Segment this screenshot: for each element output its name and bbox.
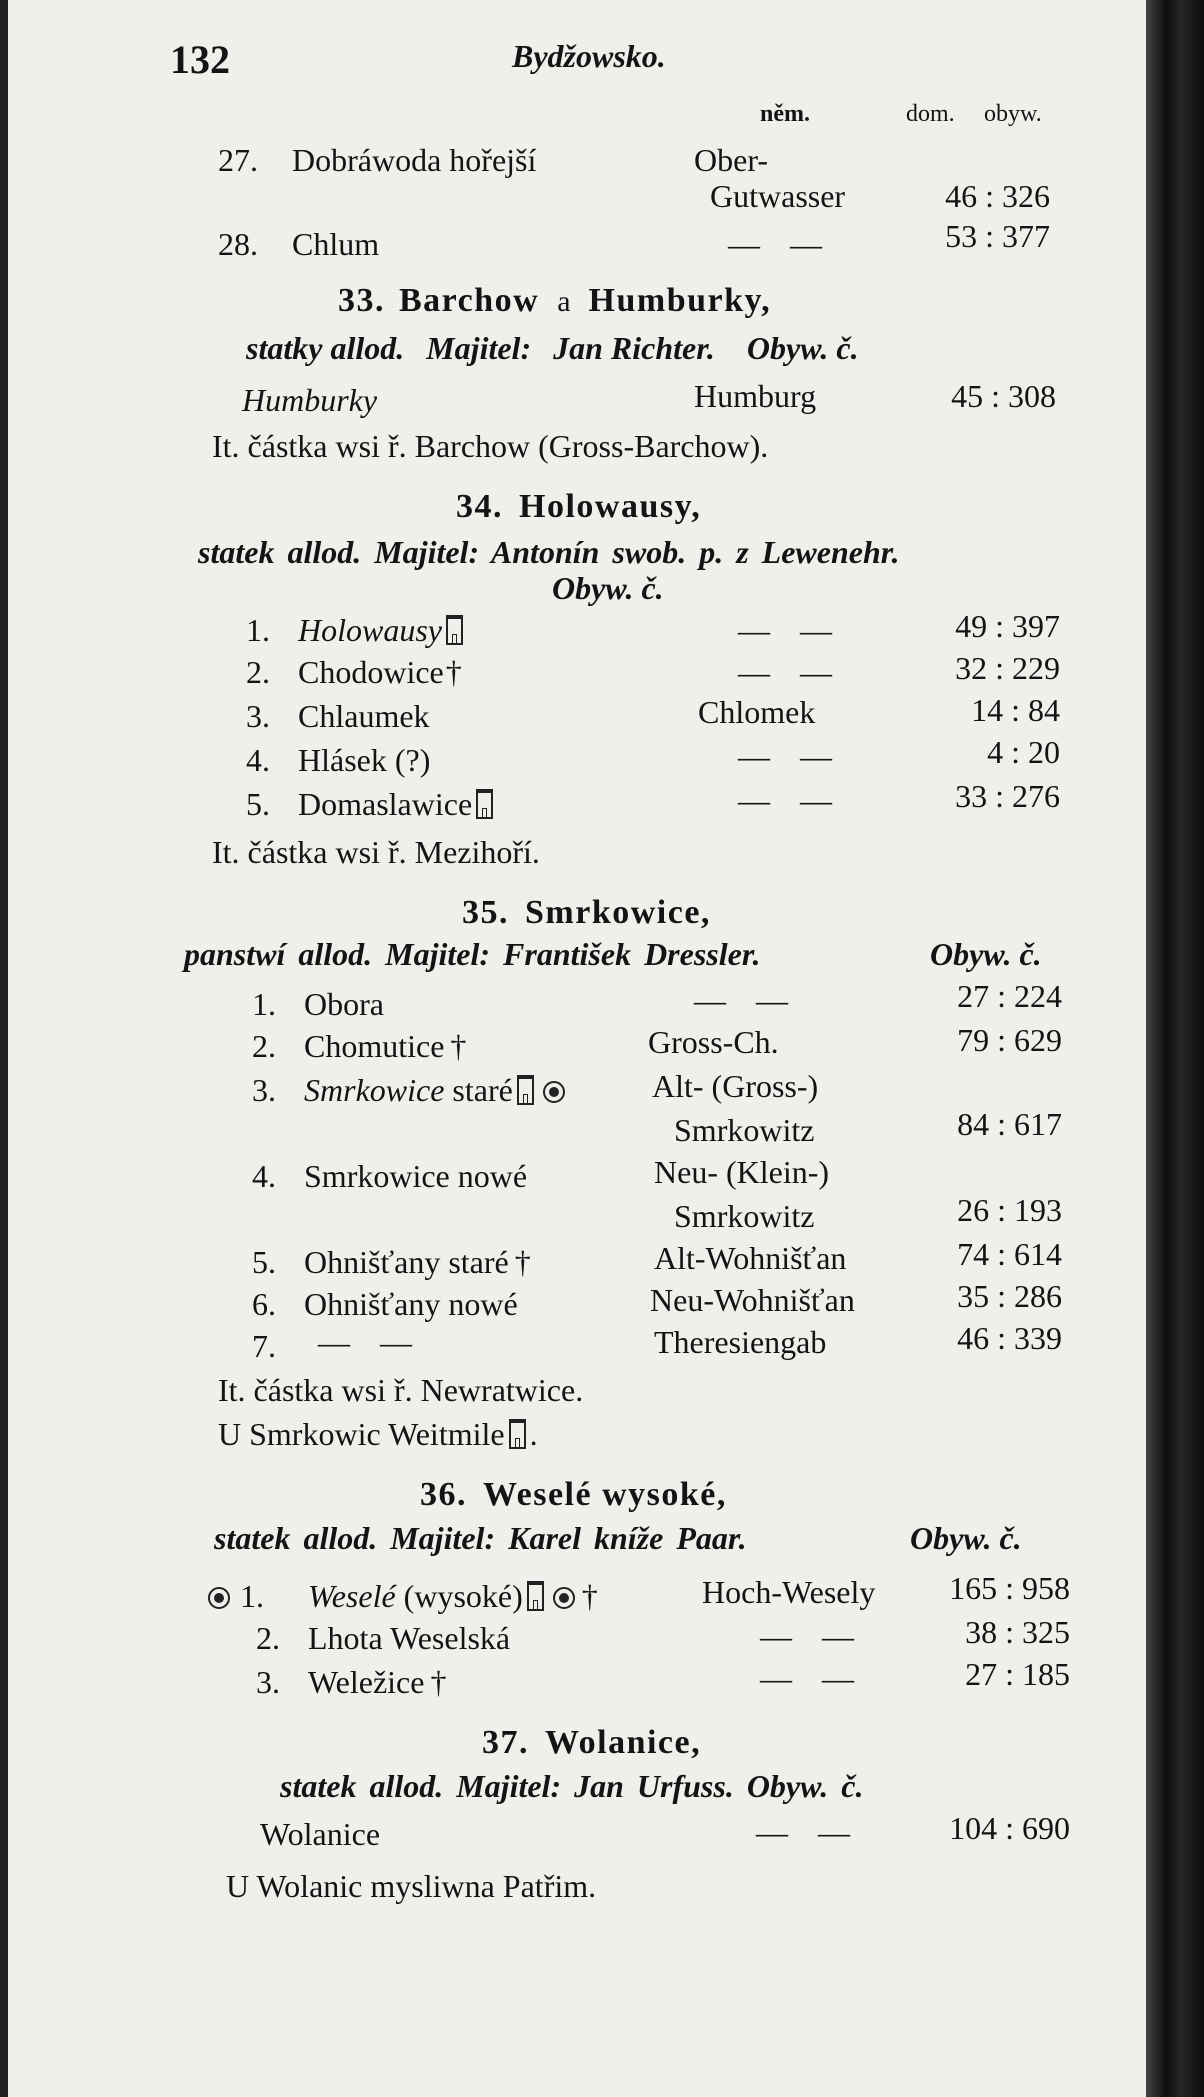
village-name: Holowausy: [298, 614, 467, 646]
german-name: Theresiengab: [654, 1324, 827, 1360]
population-value: 38 : 325: [965, 1614, 1070, 1650]
cross-church-icon: †: [450, 1028, 467, 1064]
population-value: 84 : 617: [957, 1106, 1062, 1142]
entry-number: 1.: [246, 612, 270, 648]
village-name: Chlum: [292, 226, 380, 262]
village-name: Hlásek (?): [298, 742, 431, 778]
page-gutter: [0, 0, 8, 2097]
village-name: Humburky: [242, 382, 378, 418]
population-value: 4 : 20: [987, 734, 1060, 770]
book-page: [8, 0, 1146, 2097]
village-name: Wolanice: [260, 1816, 381, 1852]
section-heading: 36. Weselé wysoké,: [420, 1476, 727, 1513]
parish-church-icon: [553, 1587, 575, 1609]
population-value: 46 : 326: [945, 178, 1050, 214]
population-value: 32 : 229: [955, 650, 1060, 686]
german-name: Neu- (Klein-): [654, 1154, 830, 1190]
entry-number: 4.: [252, 1158, 276, 1194]
village-name: Lhota Weselská: [308, 1620, 511, 1656]
german-name-dash: — —: [738, 654, 832, 690]
section-subtitle-right: Obyw. č.: [930, 936, 1042, 972]
population-value: 79 : 629: [957, 1022, 1062, 1058]
cross-church-icon: †: [445, 654, 462, 690]
population-value: 27 : 185: [965, 1656, 1070, 1692]
village-name: Smrkowice nowé: [304, 1158, 528, 1194]
german-name: Smrkowitz: [674, 1198, 815, 1234]
village-name: Weselé (wysoké) †: [308, 1578, 598, 1614]
population-value: 104 : 690: [949, 1810, 1070, 1846]
parish-church-icon: [543, 1081, 565, 1103]
population-value: 26 : 193: [957, 1192, 1062, 1228]
cross-church-icon: †: [581, 1578, 598, 1614]
cross-church-icon: †: [514, 1244, 531, 1280]
german-name: Alt-Wohnišťan: [654, 1240, 847, 1276]
german-name: Gross-Ch.: [648, 1024, 779, 1060]
entry-number: 3.: [256, 1664, 280, 1700]
population-value: 45 : 308: [951, 378, 1056, 414]
entry-number: 2.: [246, 654, 270, 690]
running-title: Bydžowsko.: [512, 38, 666, 74]
parish-church-icon: [208, 1587, 230, 1609]
entry-number: 1.: [252, 986, 276, 1022]
village-name: Obora: [304, 986, 384, 1022]
german-name: Hoch-Wesely: [702, 1574, 876, 1610]
castle-tower-icon: [509, 1419, 526, 1449]
german-name-dash: — —: [728, 226, 822, 262]
german-name: Gutwasser: [710, 178, 846, 214]
population-value: 49 : 397: [955, 608, 1060, 644]
section-subtitle-right: Obyw. č.: [910, 1520, 1022, 1556]
section-subtitle: statek allod. Majitel: Jan Urfuss. Obyw. č.: [280, 1768, 864, 1804]
german-name: Neu-Wohnišťan: [650, 1282, 855, 1318]
section-subtitle-cont: Obyw. č.: [552, 570, 664, 606]
section-note: It. částka wsi ř. Mezihoří.: [212, 834, 540, 870]
section-heading: 37. Wolanice,: [482, 1724, 702, 1761]
entry-number: 3.: [246, 698, 270, 734]
section-subtitle: panstwí allod. Majitel: František Dressler.: [184, 936, 761, 972]
section-subtitle: statek allod. Majitel: Karel kníže Paar.: [214, 1520, 747, 1556]
german-name: Alt- (Gross-): [652, 1068, 819, 1104]
village-name: Dobráwoda hořejší: [292, 142, 537, 178]
entry-number: 6.: [252, 1286, 276, 1322]
village-name: Ohnišťany staré †: [304, 1244, 531, 1280]
entry-number: 1.: [208, 1580, 264, 1612]
page-number: 132: [170, 37, 230, 82]
german-name-dash: — —: [738, 782, 832, 818]
german-name: Smrkowitz: [674, 1112, 815, 1148]
population-value: 27 : 224: [957, 978, 1062, 1014]
german-name-dash: — —: [738, 738, 832, 774]
population-value: 46 : 339: [957, 1320, 1062, 1356]
german-name-dash: — —: [694, 982, 788, 1018]
entry-number: 4.: [246, 742, 270, 778]
column-head-inhabitants: obyw.: [984, 101, 1042, 127]
village-name: Domaslawice: [298, 788, 497, 820]
population-value: 14 : 84: [971, 692, 1060, 728]
section-heading: 35. Smrkowice,: [462, 894, 711, 931]
section-note: U Wolanic mysliwna Patřim.: [226, 1868, 597, 1904]
village-name: Weležice †: [308, 1664, 447, 1700]
population-value: 53 : 377: [945, 218, 1050, 254]
column-head-german: něm.: [760, 101, 810, 127]
section-subtitle: statky allod. Majitel: Jan Richter. Obyw. č.: [246, 330, 859, 366]
section-note: U Smrkowic Weitmile .: [218, 1416, 538, 1452]
entry-number: 2.: [256, 1620, 280, 1656]
castle-tower-icon: [446, 615, 463, 645]
section-note: It. částka wsi ř. Barchow (Gross-Barchow).: [212, 428, 769, 464]
village-name: Chomutice †: [304, 1028, 467, 1064]
entry-number: 3.: [252, 1072, 276, 1108]
entry-number: 2.: [252, 1028, 276, 1064]
population-value: 35 : 286: [957, 1278, 1062, 1314]
population-value: 74 : 614: [957, 1236, 1062, 1272]
castle-tower-icon: [527, 1581, 544, 1611]
population-value: 33 : 276: [955, 778, 1060, 814]
cross-church-icon: †: [430, 1664, 447, 1700]
section-note: It. částka wsi ř. Newratwice.: [218, 1372, 584, 1408]
village-name-dash: — —: [318, 1324, 412, 1360]
entry-number: 5.: [252, 1244, 276, 1280]
german-name-dash: — —: [756, 1814, 850, 1850]
german-name-dash: — —: [760, 1660, 854, 1696]
entry-number: 28.: [218, 226, 258, 262]
german-name-dash: — —: [738, 612, 832, 648]
german-name-dash: — —: [760, 1618, 854, 1654]
section-heading: 34. Holowausy,: [456, 488, 702, 525]
german-name: Ober-: [694, 142, 768, 178]
section-heading: 33. Barchow a Humburky,: [338, 282, 772, 319]
castle-tower-icon: [517, 1075, 534, 1105]
german-name: Humburg: [694, 378, 817, 414]
entry-number: 27.: [218, 142, 258, 178]
section-subtitle: statek allod. Majitel: Antonín swob. p. z Lewenehr.: [198, 534, 900, 570]
column-head-houses: dom.: [906, 101, 955, 127]
entry-number: 7.: [252, 1328, 276, 1364]
book-fore-edge: [1146, 0, 1204, 2097]
village-name: Chlaumek: [298, 698, 430, 734]
entry-number: 5.: [246, 786, 270, 822]
population-value: 165 : 958: [949, 1570, 1070, 1606]
castle-tower-icon: [476, 789, 493, 819]
german-name: Chlomek: [698, 694, 816, 730]
village-name: Chodowice†: [298, 654, 462, 690]
village-name: Smrkowice staré: [304, 1074, 570, 1106]
village-name: Ohnišťany nowé: [304, 1286, 518, 1322]
